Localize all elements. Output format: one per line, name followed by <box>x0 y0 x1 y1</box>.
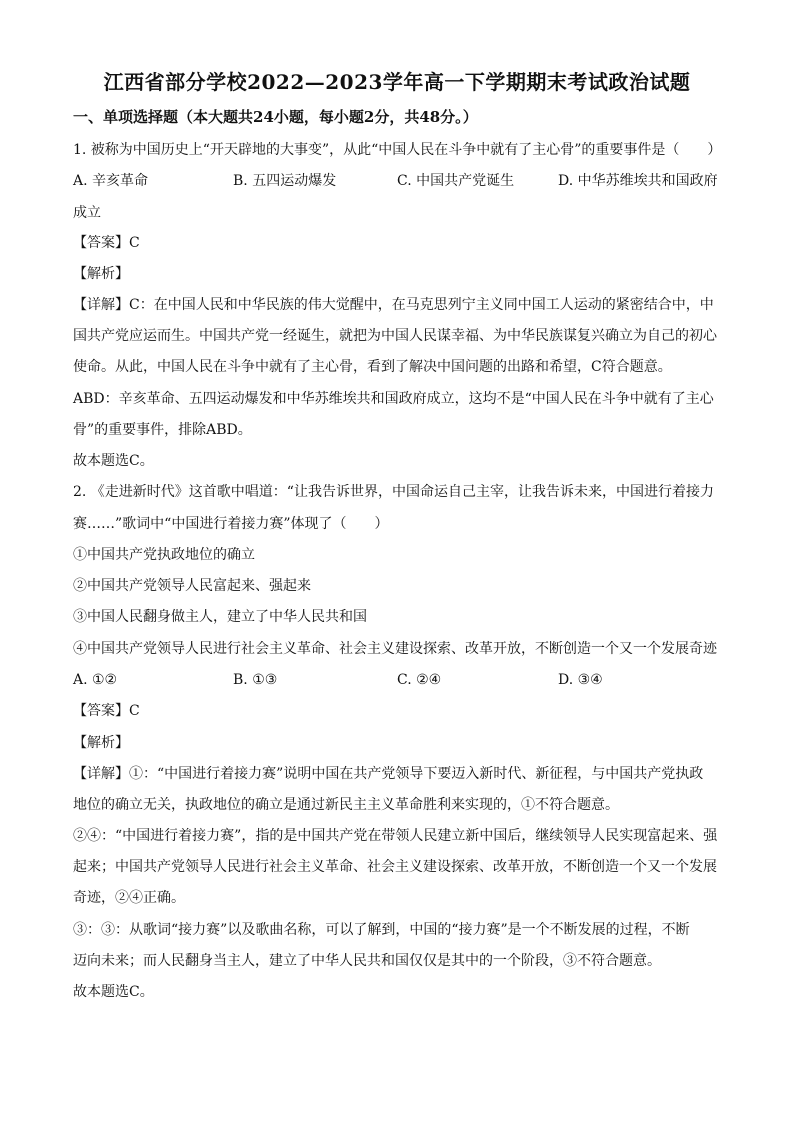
q2-stem-line: 2. 《走进新时代》这首歌中唱道：“让我告诉世界，中国命运自己主宰，让我告诉未来，中国进行着接力 <box>73 484 714 500</box>
q1-option-a: A. 辛亥革命 <box>73 173 149 189</box>
q1-option-c: C. 中国共产党诞生 <box>397 173 515 189</box>
q1-answer: 【答案】C <box>73 235 140 251</box>
q1-detail-line: 骨”的重要事件，排除ABD。 <box>73 422 252 438</box>
q2-option-c: C. ②④ <box>397 672 442 688</box>
q2-item: ①中国共产党执政地位的确立 <box>73 547 255 563</box>
page-title: 江西省部分学校2022—2023学年高一下学期期末考试政治试题 <box>103 70 691 94</box>
q1-stem: 1. 被称为中国历史上“开天辟地的大事变”，从此“中国人民在斗争中就有了主心骨”的重要事件是（ ） <box>73 142 722 158</box>
q2-detail-line: 起来；中国共产党领导人民进行社会主义革命、社会主义建设探索、改革开放，不断创造一个又一个发展 <box>73 859 717 875</box>
q1-detail-line: 国共产党应运而生。中国共产党一经诞生，就把为中国人民谋幸福、为中华民族谋复兴确立为自己的初心 <box>73 328 717 344</box>
q2-answer: 【答案】C <box>73 703 140 719</box>
q1-detail-line: 【详解】C：在中国人民和中华民族的伟大觉醒中，在马克思列宁主义同中国工人运动的紧密结合中，中 <box>73 297 714 313</box>
q2-conclusion: 故本题选C。 <box>73 984 154 1000</box>
q2-analysis-label: 【解析】 <box>73 735 129 751</box>
q2-detail-line: 【详解】①：“中国进行着接力赛”说明中国在共产党领导下要迈入新时代、新征程，与中国共产党执政 <box>73 766 704 782</box>
q1-conclusion: 故本题选C。 <box>73 453 154 469</box>
q1-option-d-continued: 成立 <box>73 205 101 221</box>
q2-option-d: D. ③④ <box>558 672 603 688</box>
q1-option-b: B. 五四运动爆发 <box>233 173 337 189</box>
q1-option-d: D. 中华苏维埃共和国政府 <box>558 173 718 189</box>
q2-detail-line: 地位的确立无关，执政地位的确立是通过新民主主义革命胜利来实现的，①不符合题意。 <box>73 797 619 813</box>
q2-detail-line: ③：③：从歌词“接力赛”以及歌曲名称，可以了解到，中国的“接力赛”是一个不断发展的过程，不断 <box>73 922 690 938</box>
q2-option-a: A. ①② <box>73 672 118 688</box>
q1-detail-line: ABD：辛亥革命、五四运动爆发和中华苏维埃共和国政府成立，这均不是“中国人民在斗争中就有了主心 <box>73 391 714 407</box>
section-header: 一、单项选择题（本大题共24小题，每小题2分，共48分。） <box>73 108 478 126</box>
q2-stem-line: 赛……”歌词中“中国进行着接力赛”体现了（ ） <box>73 516 389 532</box>
q2-item: ②中国共产党领导人民富起来、强起来 <box>73 578 311 594</box>
q2-item: ③中国人民翻身做主人，建立了中华人民共和国 <box>73 609 367 625</box>
q2-option-b: B. ①③ <box>233 672 278 688</box>
q2-detail-line: ②④：“中国进行着接力赛”，指的是中国共产党在带领人民建立新中国后，继续领导人民实现富起来、强 <box>73 828 718 844</box>
q2-item: ④中国共产党领导人民进行社会主义革命、社会主义建设探索、改革开放，不断创造一个又一个发展奇迹 <box>73 641 717 657</box>
q1-analysis-label: 【解析】 <box>73 266 129 282</box>
q1-detail-line: 使命。从此，中国人民在斗争中就有了主心骨，看到了解决中国问题的出路和希望，C符合题意。 <box>73 359 672 375</box>
q2-detail-line: 奇迹，②④正确。 <box>73 890 185 906</box>
q2-detail-line: 迈向未来；而人民翻身当主人，建立了中华人民共和国仅仅是其中的一个阶段，③不符合题意。 <box>73 953 661 969</box>
